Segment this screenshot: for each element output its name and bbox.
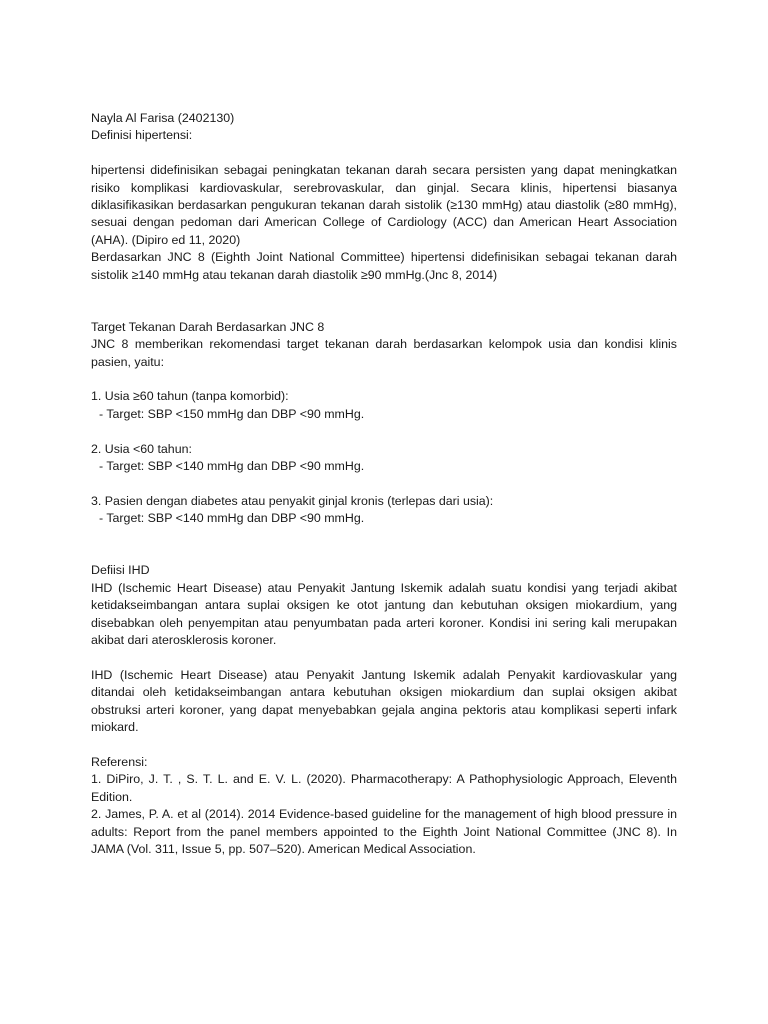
reference-item-1: 1. DiPiro, J. T. , S. T. L. and E. V. L. (2020). Pharmacotherapy: A Pathophysiologic Approach, Eleventh Edition. [91,772,677,804]
definition-section [91,162,677,284]
author-line: Nayla Al Farisa (2402130) [91,111,235,125]
target-group-3: 3. Pasien dengan diabetes atau penyakit ginjal kronis (terlepas dari usia): [91,493,494,508]
target-group-1: 1. Usia ≥60 tahun (tanpa komorbid): [91,389,289,404]
target-list [91,388,677,527]
definition-paragraph-2: Berdasarkan JNC 8 (Eighth Joint National Committee) hipertensi didefinisikan sebagai tekanan darah sistolik ≥140 mmHg atau tekanan darah diastolik ≥90 mmHg.(Jnc 8, 2014) [91,250,677,282]
ihd-paragraph-2: IHD (Ischemic Heart Disease) atau Penyakit Jantung Iskemik adalah Penyakit kardiovaskular yang ditandai oleh ketidakseimbangan antara kebutuhan oksigen miokardium dan suplai oksigen akibat obstruksi arteri koroner, yang dapat menyebabkan gejala angina pektoris atau komplikasi seperti infark miokard. [91,667,677,735]
definition-paragraph-1: hipertensi didefinisikan sebagai peningkatan tekanan darah secara persisten yang dapat meningkatkan risiko komplikasi kardiovaskular, serebrovaskular, dan ginjal. Secara klinis, hipertensi biasanya diklasifikasikan berdasarkan pengukuran tekanan darah sistolik (≥130 mmHg) atau diastolik (≥80 mmHg), sesuai dengan pedoman dari American College of Cardiology (ACC) dan American Heart Association (AHA). (Dipiro ed 11, 2020) [91,163,677,247]
target-value-1: - Target: SBP <150 mmHg dan DBP <90 mmHg. [99,406,365,421]
target-value-3: - Target: SBP <140 mmHg dan DBP <90 mmHg. [99,511,365,526]
document-page [91,110,677,858]
target-intro: JNC 8 memberikan rekomendasi target tekanan darah berdasarkan kelompok usia dan kondisi klinis pasien, yaitu: [91,337,677,369]
target-group-2: 2. Usia <60 tahun: [91,441,192,456]
reference-item-2: 2. James, P. A. et al (2014). 2014 Evidence-based guideline for the management of high blood pressure in adults: Report from the panel members appointed to the Eighth Joint National Committee (JNC 8). In JAMA (Vol. 311, Issue 5, pp. 507–520). American Medical Association. [91,807,677,856]
ihd-paragraph-1: IHD (Ischemic Heart Disease) atau Penyakit Jantung Iskemik adalah suatu kondisi yang terjadi akibat ketidakseimbangan antara suplai oksigen ke otot jantung dan kebutuhan oksigen miokardium, yang disebabkan oleh penyempitan atau penyumbatan pada arteri koroner. Kondisi ini sering kali merupakan akibat dari aterosklerosis koroner. [91,580,677,648]
references-list [91,771,677,858]
definition-heading: Definisi hipertensi: [91,128,193,143]
target-heading: Target Tekanan Darah Berdasarkan JNC 8 [91,319,325,334]
references-heading: Referensi: [91,754,148,769]
ihd-heading: Defiisi IHD [91,563,150,578]
target-value-2: - Target: SBP <140 mmHg dan DBP <90 mmHg. [99,459,365,474]
